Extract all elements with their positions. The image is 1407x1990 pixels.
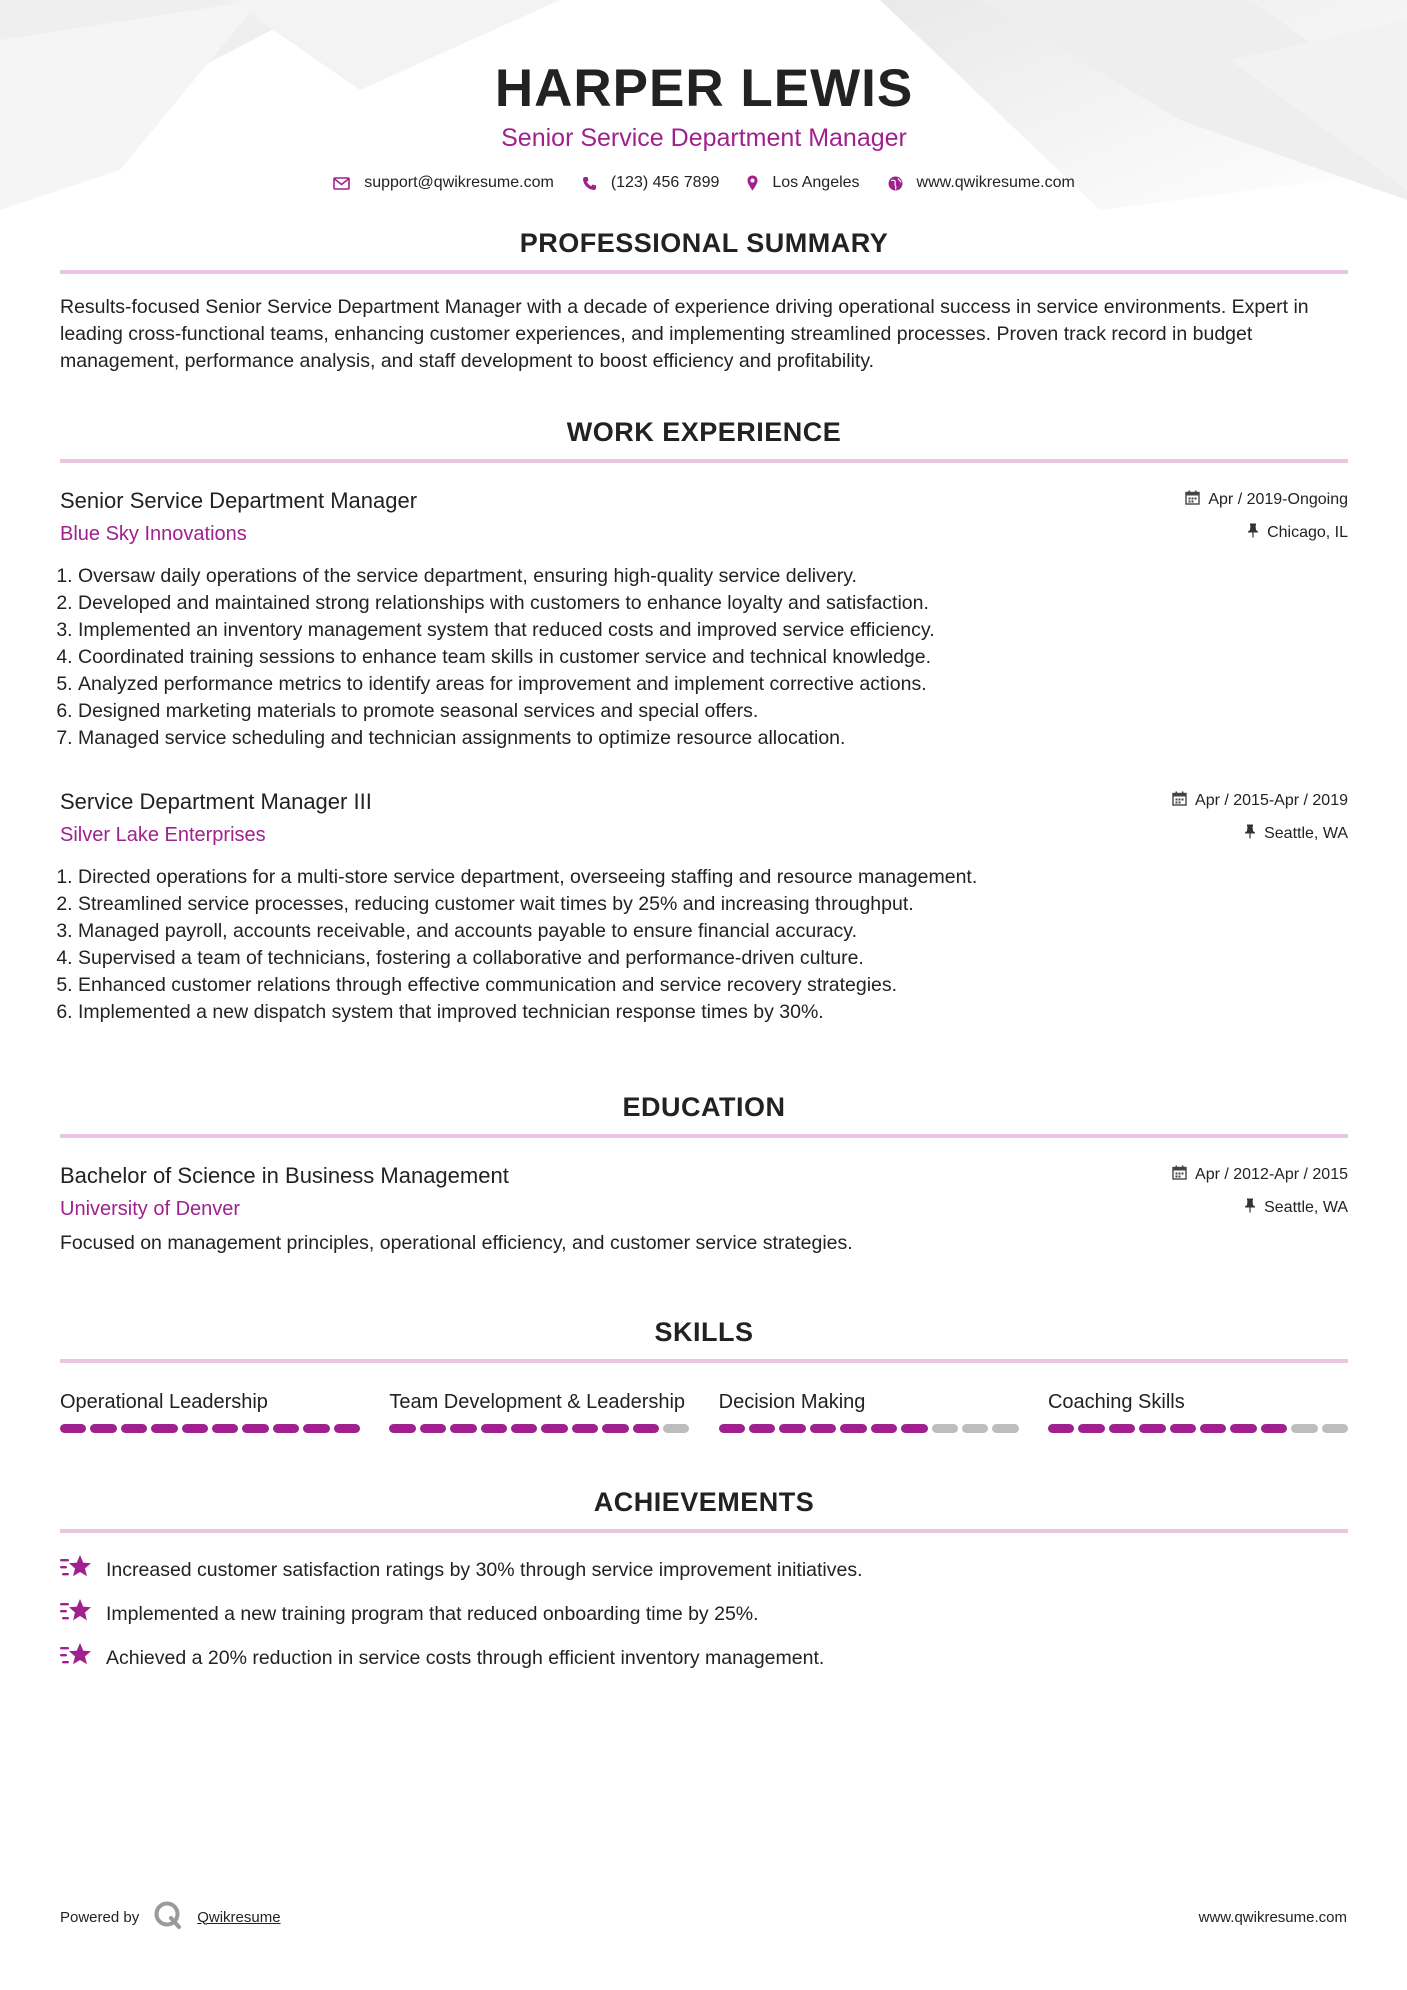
contact-email[interactable] bbox=[333, 174, 554, 192]
skill-segment bbox=[182, 1424, 208, 1433]
job-location bbox=[1185, 522, 1348, 544]
pushpin-icon bbox=[1244, 1198, 1256, 1218]
skill-segment bbox=[663, 1424, 689, 1433]
skill-segment bbox=[420, 1424, 446, 1433]
skill-segment bbox=[1109, 1424, 1135, 1433]
powered-by bbox=[60, 1900, 281, 1934]
skill-segment bbox=[810, 1424, 836, 1433]
powered-by-label: Powered by bbox=[60, 1908, 140, 1926]
skill-segment bbox=[541, 1424, 567, 1433]
summary-heading: PROFESSIONAL SUMMARY bbox=[519, 228, 889, 258]
job-bullet: 2. Developed and maintained strong relationships with customers to enhance loyalty and satisfaction. bbox=[78, 590, 1348, 617]
skills-section bbox=[60, 1315, 1348, 1433]
skill-item bbox=[389, 1389, 689, 1433]
skill-name: Team Development & Leadership bbox=[389, 1391, 686, 1413]
education-dates bbox=[1172, 1164, 1348, 1186]
job-bullet: 1. Directed operations for a multi-store service department, overseeing staffing and resource management. bbox=[78, 864, 1348, 891]
skill-segment bbox=[450, 1424, 476, 1433]
skill-item bbox=[60, 1389, 360, 1433]
skill-segment bbox=[389, 1424, 415, 1433]
section-divider bbox=[60, 1359, 1348, 1363]
skill-item bbox=[719, 1389, 1019, 1433]
skill-segment bbox=[932, 1424, 958, 1433]
achievement-item bbox=[60, 1555, 1348, 1585]
skill-segment bbox=[602, 1424, 628, 1433]
summary-section bbox=[60, 226, 1348, 375]
education-heading: EDUCATION bbox=[622, 1092, 786, 1122]
job-entry bbox=[60, 487, 1348, 752]
job-bullet: 3. Implemented an inventory management system that reduced costs and improved service efficiency. bbox=[78, 617, 1348, 644]
skill-segment bbox=[1170, 1424, 1196, 1433]
skill-segment bbox=[871, 1424, 897, 1433]
job-entry bbox=[60, 788, 1348, 1026]
skill-level-bar bbox=[719, 1424, 1019, 1433]
calendar-icon bbox=[1172, 1165, 1187, 1185]
section-divider bbox=[60, 459, 1348, 463]
skill-segment bbox=[1261, 1424, 1287, 1433]
job-bullet: 4. Supervised a team of technicians, fostering a collaborative and performance-driven culture. bbox=[78, 945, 1348, 972]
job-meta bbox=[1172, 790, 1348, 845]
job-bullet: 2. Streamlined service processes, reducing customer wait times by 25% and increasing throughput. bbox=[78, 891, 1348, 918]
achievements-heading: ACHIEVEMENTS bbox=[593, 1487, 815, 1517]
skill-segment bbox=[1048, 1424, 1074, 1433]
phone-icon bbox=[582, 176, 597, 191]
skill-segment bbox=[901, 1424, 927, 1433]
job-dates bbox=[1185, 489, 1348, 511]
calendar-icon bbox=[1185, 490, 1200, 510]
brand-link[interactable]: Qwikresume bbox=[197, 1908, 281, 1926]
job-bullet: 4. Coordinated training sessions to enhance team skills in customer service and technical knowledge. bbox=[78, 644, 1348, 671]
pushpin-icon bbox=[1247, 523, 1259, 543]
page-footer bbox=[60, 1900, 1347, 1934]
map-marker-icon bbox=[747, 175, 758, 191]
skill-segment bbox=[511, 1424, 537, 1433]
skill-item bbox=[1048, 1389, 1348, 1433]
achievement-text: Achieved a 20% reduction in service costs through efficient inventory management. bbox=[106, 1646, 825, 1669]
skill-segment bbox=[334, 1424, 360, 1433]
resume-page bbox=[60, 0, 1348, 1673]
candidate-title: Senior Service Department Manager bbox=[501, 124, 907, 152]
footer-website[interactable]: www.qwikresume.com bbox=[1198, 1908, 1347, 1926]
job-bullet: 5. Analyzed performance metrics to identify areas for improvement and implement corrective actions. bbox=[78, 671, 1348, 698]
skill-name: Coaching Skills bbox=[1047, 1391, 1185, 1413]
job-dates-text: Apr / 2015-Apr / 2019 bbox=[1195, 792, 1348, 809]
skill-segment bbox=[719, 1424, 745, 1433]
skill-segment bbox=[962, 1424, 988, 1433]
skills-heading: SKILLS bbox=[654, 1317, 754, 1347]
contact-bar bbox=[60, 174, 1348, 192]
skill-segment bbox=[1230, 1424, 1256, 1433]
education-location-text: Seattle, WA bbox=[1264, 1199, 1348, 1216]
skill-segment bbox=[303, 1424, 329, 1433]
skill-segment bbox=[992, 1424, 1018, 1433]
degree-title: Bachelor of Science in Business Management bbox=[60, 1163, 509, 1188]
skill-level-bar bbox=[1048, 1424, 1348, 1433]
section-divider bbox=[60, 270, 1348, 274]
calendar-icon bbox=[1172, 791, 1187, 811]
candidate-name: HARPER LEWIS bbox=[494, 59, 914, 118]
skill-segment bbox=[90, 1424, 116, 1433]
job-title: Senior Service Department Manager bbox=[60, 488, 418, 513]
skill-segment bbox=[273, 1424, 299, 1433]
job-bullet: 5. Enhanced customer relations through effective communication and service recovery strategies. bbox=[78, 972, 1348, 999]
education-meta bbox=[1172, 1164, 1348, 1219]
shooting-star-icon bbox=[60, 1641, 92, 1675]
skill-name: Operational Leadership bbox=[60, 1391, 268, 1413]
contact-phone[interactable] bbox=[582, 174, 720, 192]
job-title: Service Department Manager III bbox=[60, 789, 372, 814]
skill-segment bbox=[1200, 1424, 1226, 1433]
job-dates bbox=[1172, 790, 1348, 812]
achievement-item bbox=[60, 1599, 1348, 1629]
experience-heading: WORK EXPERIENCE bbox=[566, 417, 842, 447]
contact-website[interactable] bbox=[888, 174, 1075, 192]
website-text: www.qwikresume.com bbox=[916, 174, 1075, 191]
education-location bbox=[1172, 1197, 1348, 1219]
skill-segment bbox=[749, 1424, 775, 1433]
skill-segment bbox=[1291, 1424, 1317, 1433]
education-dates-text: Apr / 2012-Apr / 2015 bbox=[1195, 1166, 1348, 1183]
job-company: Silver Lake Enterprises bbox=[60, 824, 266, 846]
job-dates-text: Apr / 2019-Ongoing bbox=[1208, 491, 1348, 508]
skill-segment bbox=[779, 1424, 805, 1433]
summary-text: Results-focused Senior Service Department Manager with a decade of experience driving operational success in service environments. Expert in leading cross-functional teams, enhancing customer experiences, and implementing streamlined processes. Proven track record in budget management, performance analysis, and staff development to boost efficiency and profitability. bbox=[60, 296, 1309, 372]
phone-text: (123) 456 7899 bbox=[610, 174, 720, 191]
achievements-section bbox=[60, 1485, 1348, 1673]
shooting-star-icon bbox=[60, 1597, 92, 1631]
skill-segment bbox=[840, 1424, 866, 1433]
resume-header bbox=[60, 0, 1348, 192]
achievement-item bbox=[60, 1643, 1348, 1673]
job-company: Blue Sky Innovations bbox=[60, 523, 247, 545]
skill-segment bbox=[60, 1424, 86, 1433]
job-location-text: Chicago, IL bbox=[1267, 524, 1348, 541]
job-meta bbox=[1185, 489, 1348, 544]
skill-segment bbox=[481, 1424, 507, 1433]
education-section bbox=[60, 1090, 1348, 1257]
shooting-star-icon bbox=[60, 1553, 92, 1587]
skill-segment bbox=[242, 1424, 268, 1433]
education-description: Focused on management principles, operational efficiency, and customer service strategies. bbox=[60, 1232, 853, 1254]
skill-segment bbox=[1322, 1424, 1348, 1433]
qwikresume-logo-icon bbox=[153, 1900, 183, 1934]
location-text: Los Angeles bbox=[772, 174, 860, 191]
contact-location bbox=[747, 174, 859, 192]
pushpin-icon bbox=[1244, 824, 1256, 844]
skill-segment bbox=[633, 1424, 659, 1433]
skill-segment bbox=[1139, 1424, 1165, 1433]
skill-level-bar bbox=[60, 1424, 360, 1433]
education-entry bbox=[60, 1162, 1348, 1257]
achievement-text: Increased customer satisfaction ratings by 30% through service improvement initiatives. bbox=[106, 1558, 863, 1581]
skill-segment bbox=[212, 1424, 238, 1433]
job-bullet: 6. Implemented a new dispatch system that improved technician response times by 30%. bbox=[78, 999, 1348, 1026]
job-bullet: 1. Oversaw daily operations of the service department, ensuring high-quality service delivery. bbox=[78, 563, 1348, 590]
job-bullets bbox=[60, 864, 1348, 1026]
job-bullet: 6. Designed marketing materials to promote seasonal services and special offers. bbox=[78, 698, 1348, 725]
job-location-text: Seattle, WA bbox=[1264, 825, 1348, 842]
envelope-icon bbox=[333, 177, 350, 190]
skill-level-bar bbox=[389, 1424, 689, 1433]
job-bullets bbox=[60, 563, 1348, 752]
skill-segment bbox=[1078, 1424, 1104, 1433]
globe-icon bbox=[888, 176, 903, 191]
skill-segment bbox=[121, 1424, 147, 1433]
skills-grid bbox=[60, 1389, 1348, 1433]
achievement-text: Implemented a new training program that reduced onboarding time by 25%. bbox=[106, 1602, 759, 1625]
job-bullet: 3. Managed payroll, accounts receivable, and accounts payable to ensure financial accuracy. bbox=[78, 918, 1348, 945]
job-bullet: 7. Managed service scheduling and technician assignments to optimize resource allocation. bbox=[78, 725, 1348, 752]
job-location bbox=[1172, 823, 1348, 845]
skill-segment bbox=[572, 1424, 598, 1433]
achievements-list bbox=[60, 1555, 1348, 1673]
section-divider bbox=[60, 1529, 1348, 1533]
skill-segment bbox=[151, 1424, 177, 1433]
experience-section bbox=[60, 415, 1348, 1026]
skill-name: Decision Making bbox=[718, 1391, 866, 1413]
email-text: support@qwikresume.com bbox=[364, 174, 554, 191]
school-name: University of Denver bbox=[60, 1198, 241, 1220]
section-divider bbox=[60, 1134, 1348, 1138]
